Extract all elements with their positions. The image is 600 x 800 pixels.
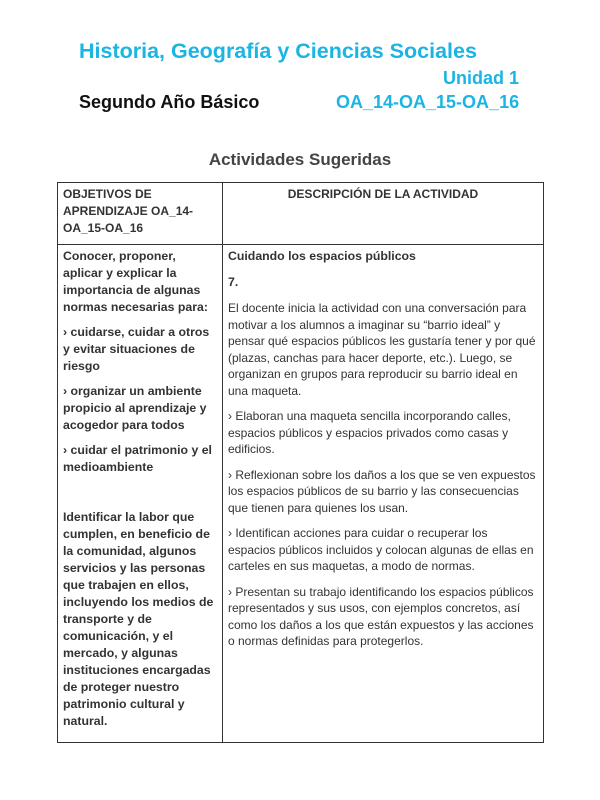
unit-label: Unidad 1 bbox=[442, 68, 519, 88]
table-row bbox=[58, 245, 544, 743]
objective-intro: Conocer, proponer, aplicar y explicar la importancia de algunas normas necesarias para: bbox=[63, 249, 208, 314]
activities-table bbox=[57, 182, 544, 743]
document-title: Historia, Geografía y Ciencias Sociales bbox=[79, 39, 477, 63]
section-title: Actividades Sugeridas bbox=[208, 150, 392, 169]
activity-step: › Elaboran una maqueta sencilla incorporando calles, espacios públicos y espacios privados como casas y edificios. bbox=[228, 409, 511, 456]
activity-description-cell bbox=[223, 245, 544, 743]
activity-step: › Presentan su trabajo identificando los espacios públicos representados y sus usos, con ejemplos concretos, así como los daños a los que están expuestos y las acciones o normas definidas para protegerlos. bbox=[228, 584, 534, 648]
objective-item: › cuidarse, cuidar a otros y evitar situaciones de riesgo bbox=[63, 325, 210, 373]
objective-item: › cuidar el patrimonio y el medioambiente bbox=[63, 443, 212, 474]
activity-step: › Reflexionan sobre los daños a los que se ven expuestos los espacios públicos de su barrio y las consecuencias que tienen para quienes los usan. bbox=[228, 467, 536, 515]
activity-paragraph: El docente inicia la actividad con una conversación para motivar a los alumnos a imaginar su “barrio ideal” y pensar qué espacios públicos les gustaría tener y por qué (plazas, canchas para hacer deporte, etc.). Luego, se organizan en grupos para reproducir su barrio ideal en una maqueta. bbox=[228, 301, 536, 398]
grade-label: Segundo Año Básico bbox=[79, 92, 260, 112]
objective-identify: Identificar la labor que cumplen, en beneficio de la comunidad, algunos servicios y las personas que trabajen en ellos, incluyendo los medios de transporte y de comunicación, y el mercado, y algunas instituciones encargadas de proteger nuestro patrimonio cultural y natural. bbox=[63, 510, 214, 728]
objectives-header: OBJETIVOS DE APRENDIZAJE OA_14-OA_15-OA_16 bbox=[58, 183, 223, 245]
objectives-cell bbox=[58, 245, 223, 743]
objective-codes: OA_14-OA_15-OA_16 bbox=[336, 92, 520, 112]
objective-item: › organizar un ambiente propicio al aprendizaje y acogedor para todos bbox=[63, 384, 207, 432]
activity-step: › Identifican acciones para cuidar o recuperar los espacios públicos incluidos y colocan algunas de ellas en carteles en sus maquetas, a modo de normas. bbox=[228, 526, 534, 573]
activity-title: Cuidando los espacios públicos bbox=[228, 249, 416, 263]
activity-number: 7. bbox=[228, 274, 239, 289]
table-header-row bbox=[58, 183, 544, 245]
activity-description-header: DESCRIPCIÓN DE LA ACTIVIDAD bbox=[223, 183, 544, 245]
